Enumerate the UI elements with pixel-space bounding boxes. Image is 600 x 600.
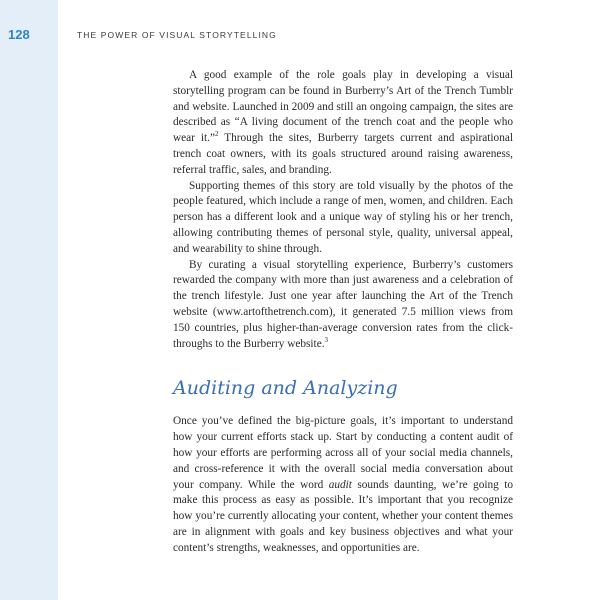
paragraph-text: A good example of the role goals play in developing a visual storytelling program can be found in Burberry’s Art of the Trench Tumblr and website. Launched in 2009 and still an ongoing campaign, the sites are described as “A living document of the trench coat and the people who wear it.” [173, 69, 513, 145]
paragraph-supporting-themes: Supporting themes of this story are told visually by the photos of the people featured, which include a range of men, women, and children. Each person has a different look and a unique way of styling his or her trench, allowing contributing themes of personal style, quality, universal appeal, and wearability to shine through. [173, 179, 513, 255]
emphasized-word: audit [328, 478, 352, 491]
footnote-marker: 3 [324, 335, 329, 344]
page-body [173, 68, 513, 557]
footnote-marker: 2 [215, 130, 219, 139]
paragraph-text: Through the sites, Burberry targets current and aspirational trench coat owners, with its goals structured around raising awareness, referral traffic, sales, and branding. [173, 132, 513, 176]
paragraph-curating [173, 258, 513, 353]
paragraph-text: By curating a visual storytelling experience, Burberry’s customers rewarded the company with more than just awareness and a celebration of the trench lifestyle. Just one year after launching the Art of the Trench website (www.artofthetrench.com), it generated 7.5 million views from 150 countries, plus higher-than-average conversion rates from the click-throughs to the Burberry website. [173, 258, 513, 350]
paragraph-burberry-example [173, 68, 513, 179]
section-heading: Auditing and Analyzing [173, 377, 398, 400]
paragraph-text: sounds daunting, we’re going to make this process as easy as possible. It’s important that you recognize how you’re currently allocating your content, whether your content themes are in alignment with goals and key business objectives and what your content’s strengths, weaknesses, and opportunities are. [173, 478, 513, 554]
running-head: THE POWER OF VISUAL STORYTELLING [77, 30, 277, 40]
page-margin-band [0, 0, 58, 600]
paragraph-auditing [173, 414, 513, 556]
paragraph-text: Once you’ve defined the big-picture goals, it’s important to understand how your current efforts stack up. Start by conducting a content audit of how your efforts are performing across all of your social media channels, and cross-reference it with the overall social media conversation about your company. While the word [173, 415, 513, 491]
page-number: 128 [8, 27, 30, 42]
